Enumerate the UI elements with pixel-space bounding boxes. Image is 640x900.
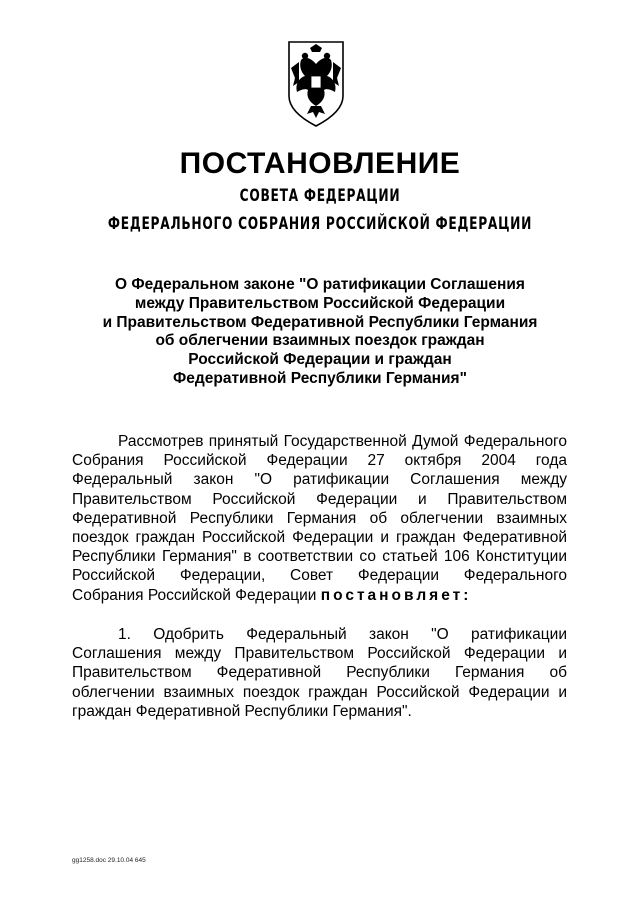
law-title-line: и Правительством Федеративной Республики Германия [102,313,538,331]
issuer-line-2: ФЕДЕРАЛЬНОГО СОБРАНИЯ РОССИЙСКОЙ ФЕДЕРАЦИИ [107,214,533,234]
document-reference: gg1258.doc 29.10.04 645 [72,857,146,864]
issuer-line-1: СОВЕТА ФЕДЕРАЦИИ [239,186,401,206]
law-title-line: между Правительством Российской Федерации [134,294,506,312]
paragraph-line: 1. Одобрить Федеральный закон "О ратификации [118,626,567,643]
law-title-line: О Федеральном законе "О ратификации Соглашения [115,276,525,293]
law-title-line: об облегчении взаимных поездок граждан [155,332,485,350]
paragraph-line: граждан Федеративной Республики Германия". [72,702,412,720]
paragraph-line: Рассмотрев принятый Государственной Думой Федерального [118,433,567,450]
paragraph-line: Правительством Федеративной Республики Германия об [72,664,567,682]
paragraph-line: облегчении взаимных поездок граждан Российской Федерации и [72,683,567,701]
paragraph-line-prefix: Собрания Российской Федерации [72,586,321,604]
resolution-keyword: постановляет: [320,586,472,604]
paragraph-line: Собрания Российской Федерации 27 октября 2004 года [72,452,567,470]
paragraph-line: поездок граждан Российской Федерации и граждан Федеративной [72,528,567,546]
paragraph-line: Федеративной Республики Германия об облегчении взаимных [72,509,567,527]
paragraph-line: Федеральный закон "О ратификации Соглашения между [72,471,567,489]
preamble-paragraph [72,432,567,605]
paragraph-line: Российской Федерации, Совет Федерации Федерального [72,567,567,585]
paragraph-line: Соглашения между Правительством Российской Федерации и [72,645,567,663]
resolution-item-1 [72,625,567,721]
paragraph-line: Правительством Российской Федерации и Правительством [72,490,567,508]
paragraph-line: Республики Германия" в соответствии со статьей 106 Конституции [72,548,567,566]
law-title-line: Российской Федерации и граждан [188,351,452,369]
law-title-line: Федеративной Республики Германия" [173,369,467,387]
document-title: ПОСТАНОВЛЕНИЕ [179,147,461,180]
coat-of-arms-icon [281,38,351,130]
paragraph-line-final [72,586,567,605]
law-title [60,276,580,389]
